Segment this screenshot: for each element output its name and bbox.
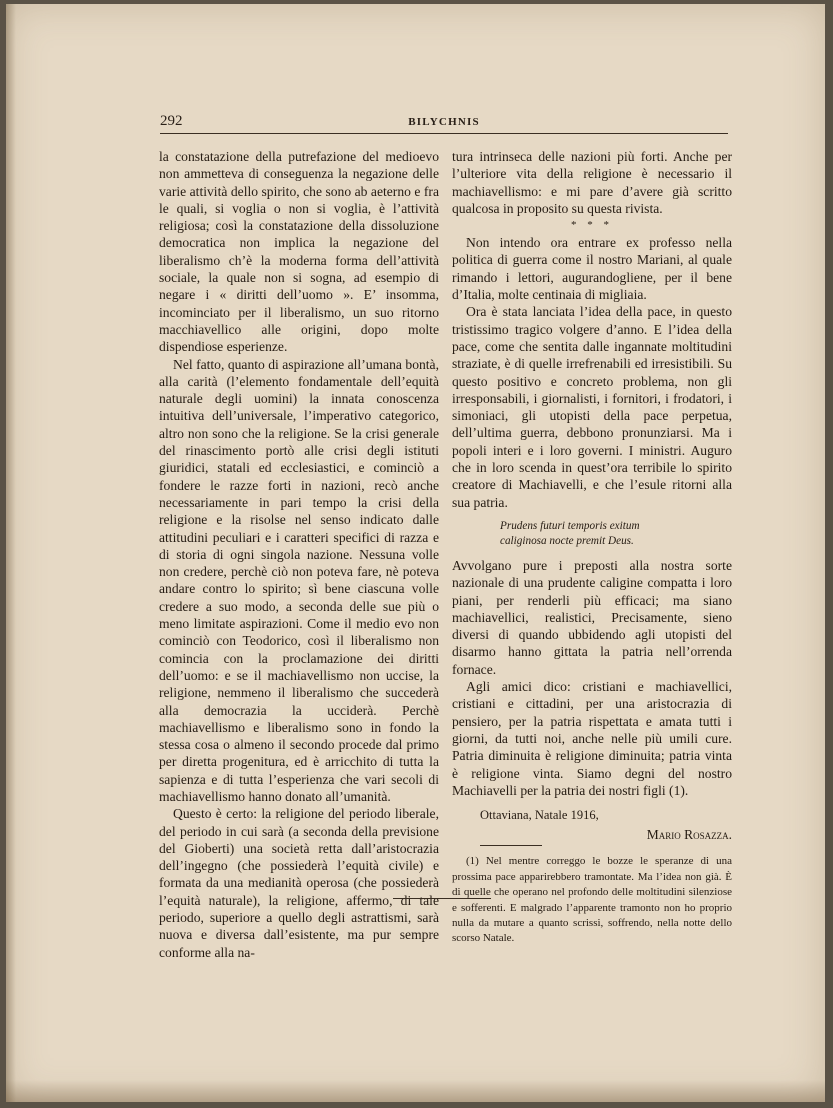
left-paragraph-1: la constatazione della putrefazione del medioevo non ammetteva di conseguenza la negazione delle varie attività dello spirito, che sono ab aeterno e fra le quali, si voglia o non si voglia, è l’attività religiosa; così la constatazione della dissoluzione democratica non implica la negazione del liberalismo ch’è la moderna forma dell’attività sociale, la quale non si sogna, ad esempio di negare i « diritti dell’uomo ». E’ insomma, incominciato per il liberalismo, un suo ritorno macchiavellico alle origini, dopo molte dispendiose esperienze. [159,149,439,355]
journal-title: BILYCHNIS [408,116,480,128]
left-column [159,148,439,961]
section-break-stars: * * * [571,219,613,232]
author-signature: Mario Rosazza. [646,827,732,843]
running-header [160,113,728,133]
right-paragraph-5: Agli amici dico: cristiani e machiavellici, cristiani e cittadini, per una aristocrazia di pensiero, per la patria rispettata e amata tutti i giorni, da tutti noi, anche nelle più umili cure. Patria diminuita è religione diminuita; patria vinta è religione vinta. Siamo degni del nostro Machiavelli per la patria dei nostri figli (1). [452,679,732,798]
page-number: 292 [160,113,183,129]
footnote-separator [480,845,542,846]
right-column [452,148,732,947]
latin-quote-line-2: caliginosa nocte premit Deus. [500,534,634,547]
right-paragraph-4: Avvolgano pure i preposti alla nostra sorte nazionale di una prudente caligine compatta i loro piani, per renderli più efficaci; ma siano machiavellici, realistici, Precisamente, sieno diversi di quando ubbidendo agli utopisti del disarmo hanno gittata la patria nell’orrenda fornace. [452,557,732,677]
left-paragraph-3: Questo è certo: la religione del periodo liberale, del periodo in cui sarà (a seconda della previsione del Gioberti) una società retta dall’aristocrazia dell’ingegno (che possiederà l’equità civile) e formata da una medianità operosa (che possiederà l’equità naturale), la religione, affermo, di tale periodo, superiore a quello degli astrattismi, sarà nuova e diversa dall’esistente, ma pur sempre conforme alla na- [159,806,439,960]
header-rule [160,133,728,134]
left-paragraph-2: Nel fatto, quanto di aspirazione all’umana bontà, alla carità (l’elemento fondamentale dell’equità naturale degli uomini) la innata conoscenza intuitiva dell’universale, l’imperativo categorico, altro non sono che la religione. Se la crisi generale del rinascimento portò alle crisi degli istituti giuridici, statali ed ecclesiastici, e cominciò a fondere le razze forti in nazioni, recò anche necessariamente in pari tempo la crisi della religione e la risolse nel senso indicato dalle attitudini peculiari e i caratteri specifici di razza e di storia di ogni singola nazione. Nessuna volle non credere, perchè ciò non poteva fare, nè poteva andare contro lo spirito; sì bene ciascuna volle credere a suo modo, a seconda delle sue più o meno limitate aspirazioni. Come il medio evo non cominciò con Teodorico, così il liberalismo non comincia con la proclamazione dei diritti dell’uomo: e se il machiavellismo non uccise, la religione, nemmeno il liberalismo che succederà alla democrazia la ucciderà. Perchè machiavellismo e liberalismo sono in fondo la stessa cosa o almeno il secondo procede dal primo per diretta progenitura, ed è arricchito di tutta la sapienza e di tutta l’esperienza che vari secoli di machiavellismo hanno donato all’umanità. [159,356,439,804]
page-spine-shadow [6,4,16,1102]
right-paragraph-2: Non intendo ora entrare ex professo nella politica di guerra come il nostro Mariani, al quale rimando i lettori, augurandogliene, per il bene d’Italia, molte centinaia di migliaia. [452,235,732,303]
right-paragraph-1: tura intrinseca delle nazioni più forti. Anche per l’ulteriore vita della religione è necessario il machiavellismo: e mi pare d’avere già scritto qualcosa in proposito su questa rivista. [452,149,732,216]
dateline: Ottaviana, Natale 1916, [480,808,599,823]
end-of-article-rule [393,898,491,899]
latin-quote [500,519,732,549]
right-paragraph-3: Ora è stata lanciata l’idea della pace, in questo tristissimo tragico volgere d’anno. E l’idea della pace, come che sentita dalle ingannate moltitudini straziate, è di quelle irrefrenabili ed irresistibili. Su questo positivo e concreto problema, non gli irresponsabili, i giornalisti, i fornitori, i frodatori, i simoniaci, gli utopisti della pace perpetua, dell’ultima guerra, debbono pronunziarsi. Ma i popoli interi e i loro governi. I ministri. Auguro che in loro scenda in quest’ora terribile lo spirito creatore di Machiavelli, e che l’esule ritorni alla sua patria. [452,304,732,510]
page-bottom-edge [6,1080,825,1102]
latin-quote-line-1: Prudens futuri temporis exitum [500,519,640,532]
footnote: (1) Nel mentre correggo le bozze le speranze di una prossima pace apparirebbero tramontate. Ma l’idea non già. È di quelle che operano nel profondo delle moltitudini silenziose e sofferenti. E malgrado l’apparente tramonto non ho proprio nulla da mutare a quanto scrissi, soffrendo, nella notte dello scorso Natale. [452,855,732,945]
